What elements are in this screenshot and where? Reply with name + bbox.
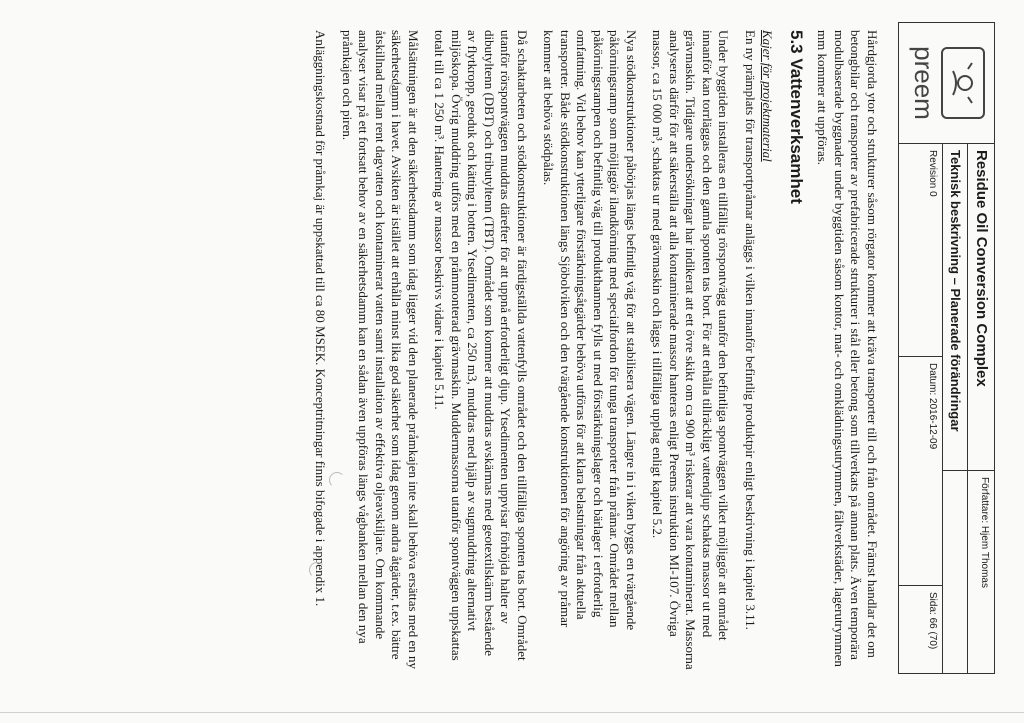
scan-edge: [0, 712, 1024, 713]
intro-paragraph: Hårdgjorda ytor och strukturer såsom rörgator kommer att kräva transporter till och från området. Främst handlar det om betongbilar och transporter av prefabricerade strukturer i stål eller betong som tillverkats på annan plats. Även temporära modulbaserade byggnader under byggtiden såsom kontor, mat- och omklädningsutrymmen, fältverkstäder, lagerutrymmen mm kommer att uppföras.: [815, 30, 880, 667]
body-paragraph: En ny prämplats för transportpråmar anläggs i vilken innanför befintlig produktpir enligt beskrivning i kapitel 3.11.: [743, 30, 758, 630]
logo-text: preem: [909, 46, 939, 120]
body-paragraph: Nya stödkonstruktioner påbörjas längs befintlig väg för att stabilisera vägen. Längre in i viken byggs en tvärgående påkörningsramp som möjliggör ilandkörning med specialfordon för tunga transporter från pråmar. Området mellan påkörningsrampen och befintlig väg till produkthamnen fylls ut med förstärkningslager och bärlager i erforderlig omfattning. Vid behov kan ytterligare förstärkningsåtgärder behöva utföras för att klara belastningar från aktuella transporter. Både stödkonstruktionen längs Sjöbolviken och den tvärgående konstruktionen för angöring av pråmar kommer att behöva stödpålas.: [541, 30, 639, 631]
body-paragraph: Anläggningskostnad för pråmkaj är uppskattad till ca 80 MSEK. Konceptritningar finns bifogade i appendix 1.: [313, 30, 329, 607]
author-field: Författare: Hjem Thomas: [979, 477, 990, 588]
section-heading: 5.3 Vattenverksamhet: [787, 30, 806, 204]
preem-emblem-icon: [948, 57, 978, 109]
body-paragraph: Då schaktarbeten och stödkonstruktioner är färdigställda vattenfylls området och den tillfälliga sponten tas bort. Området utanför rörspontväggen muddras därefter för att uppnå erforderligt djup. Ytsedimenten uppvisar förhöjda halter av dibutyltenn (DBT) och tributyltenn (TBT). Området som kommer att muddras avskärmas med geotextilskärm bestående av flytkropp, geoduk och kätting i botten. Ytsedimenten, ca 250 m3, muddras med hjälp av sugmuddring alternativt miljöskopa. Övrig muddring utförs med en pråmmonterad grävmaskin. Muddermassorna utanför spontväggen uppskattas totalt till ca 1 250 m³. Hantering av massor beskrivs vidare i kapitel 5.11.: [432, 30, 530, 661]
document-title: Teknisk beskrivning – Planerade förändringar: [943, 144, 967, 471]
revision-field: Revision 0: [899, 144, 942, 357]
scan-mark: [309, 562, 325, 578]
document-page: [5, 2, 1015, 722]
project-title: Residue Oil Conversion Complex: [968, 144, 994, 471]
header-row-2: [942, 144, 967, 673]
document-header: [898, 22, 995, 674]
page-number: Sida: 66 (70): [927, 592, 938, 650]
sub-heading: Kajer för projektmaterial: [760, 30, 776, 162]
empty-cell: [943, 471, 967, 673]
logo-cell: [899, 23, 994, 144]
scan-mark: [329, 472, 345, 488]
preem-logo-icon: [941, 47, 985, 119]
body-paragraph: Under byggtiden installeras en tillfällig rörspontvägg utanför den befintliga spontväggen vilket möjliggör att området innanför kan torrläggas och den gamla sponten tas bort. För att erhålla tillräckligt vattendjup schaktas massor ut med grävmaskin. Tidigare undersökningar har indikerat att ett övre skikt om ca 900 m³ riskerar att vara kontaminerat. Massorna analyseras därför för att säkerställa att alla kontaminerade massor hanteras enligt Preems instruktion MI-107. Övriga massor, ca 15 000 m³, schaktas ur med grävmaskin och läggs i tillfälliga upplag enligt kapitel 5.2.: [650, 30, 732, 670]
date-field: Datum: 2016-12-09: [899, 357, 942, 586]
document-body: [302, 30, 880, 670]
scan-mark: [389, 82, 405, 98]
body-paragraph: Målsättningen är att den säkerhetsdamm som idag ligger vid den planerade pråmkajen inte skall behöva ersättas med en ny säkerhetsdamm i havet. Avsikten är istället att erhålla minst lika god säkerhet som idag genom andra åtgärder, t.ex. bättre åtskillnad mellan rent dagvatten och kontaminerat vatten samt installation av effektiva oljeavskiljare. Om kommande analyser visar på ett fortsatt behov av en säkerhetsdamm kan en sådan även uppföras längs vågbanken mellan den nya pråmkajen och piren.: [340, 30, 421, 669]
header-table: [899, 144, 994, 673]
header-row-3: [899, 144, 942, 673]
header-row-1: [967, 144, 994, 673]
